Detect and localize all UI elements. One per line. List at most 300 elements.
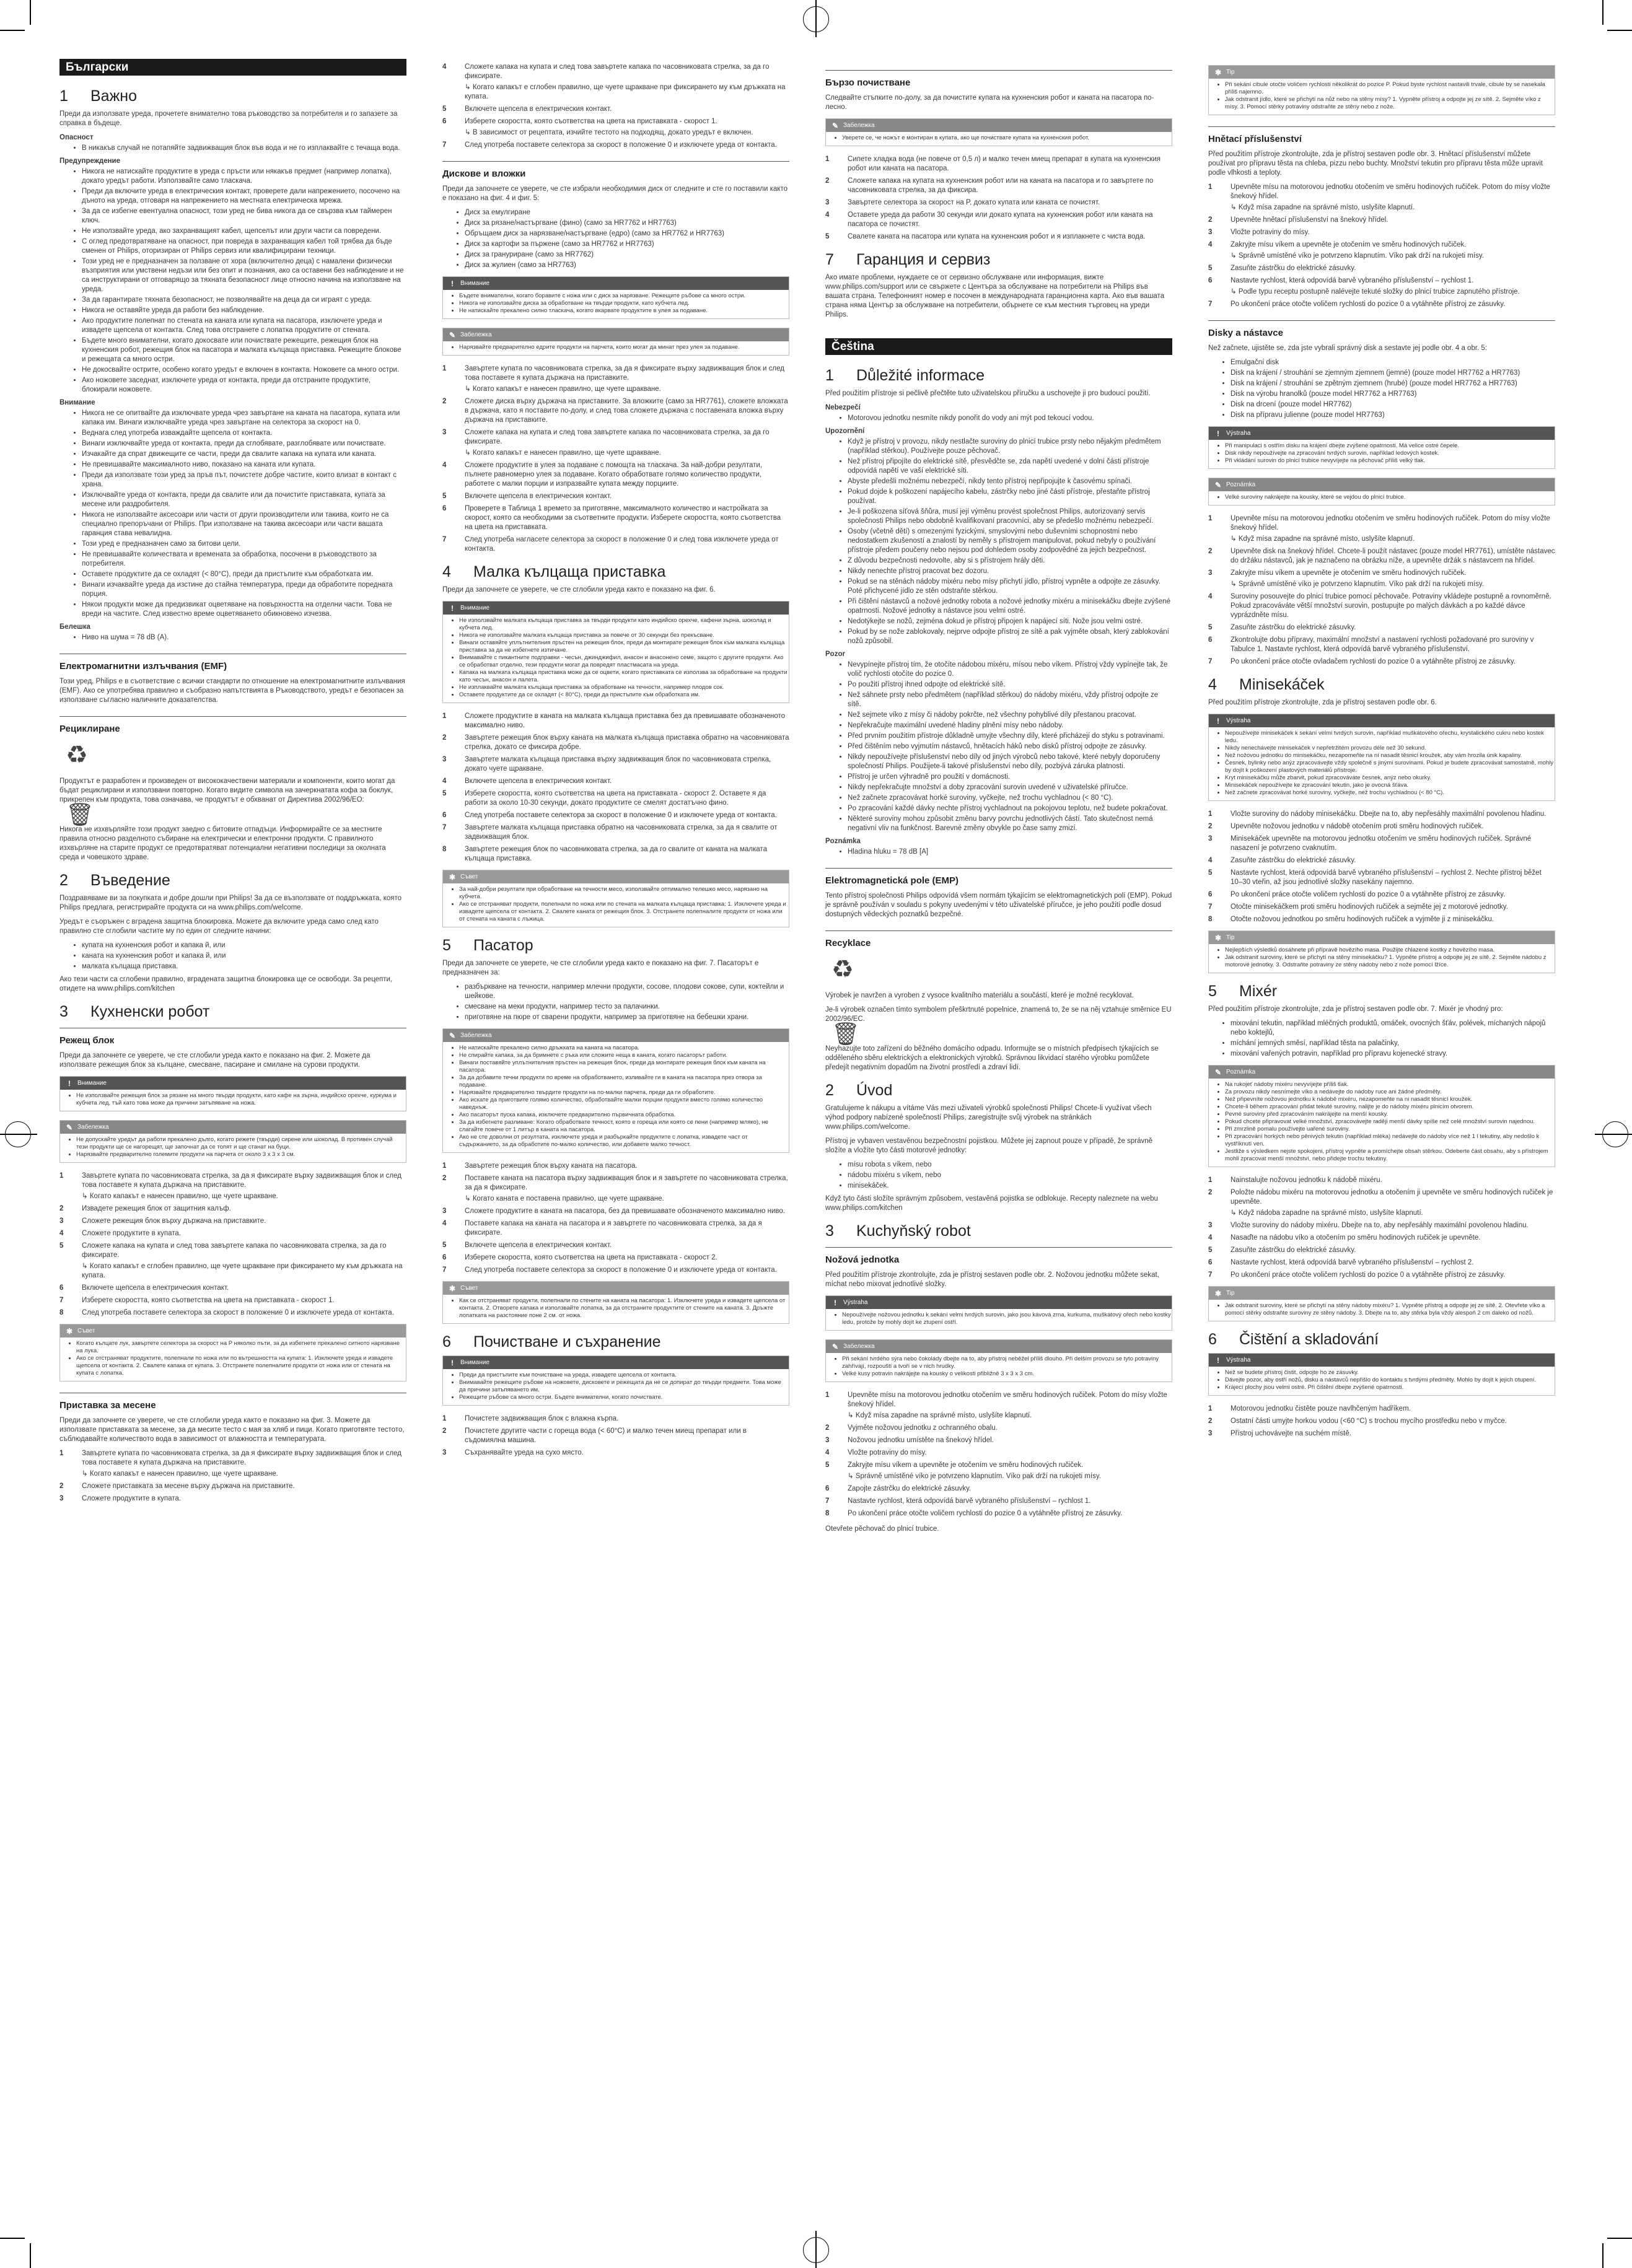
step-text: След употреба нагласете селектора за скорост в положение 0 и след това изключете уреда от контакта.: [465, 536, 779, 553]
subsection-heading: Recyklace: [825, 930, 1172, 948]
list-item: • Обръщаем диск за нарязване/настъргване (едро) (само за HR7762 и HR7763): [465, 229, 789, 239]
step-item: [825, 1391, 1172, 1409]
list-item: • Při zpracování horkých nebo pěnivých tekutin (například mléka) nedávejte do nádoby více než 1 l tekutiny, aby nedošlo k vystříknutí ven.: [1225, 1133, 1555, 1148]
step-text: Nastavte rychlost, která odpovídá barvě vybraného příslušenství – rychlost 1.: [848, 1497, 1091, 1505]
tip-box: ✱ Съвет • Как се отстраняват продукти, полепнали по стените на каната на пасатора: 1. Изключете уреда и извадете щепсела от контакта. 2. Отворете капака и използвайте лопатка, за да отстраните продуктите от стените на каната. 3. Дръжте лопатката на разстояние поне 2 см. от ножа.: [442, 1281, 789, 1324]
list-item: • Преди да използвате този уред за пръв път, почистете добре частите, които влизат в контакт с храна.: [82, 471, 406, 489]
step-number: 4: [442, 462, 447, 469]
step-item: [442, 1219, 789, 1238]
paragraph: Je-li výrobek označen tímto symbolem přeškrtnuté popelnice, znamená to, že se na něj vztahuje směrnice EU 2002/96/EC.: [825, 1006, 1172, 1023]
step-item: [442, 733, 789, 752]
paragraph: Следвайте стъпките по-долу, за да почистите купата на кухненския робот и каната на пасатора по-лесно.: [825, 94, 1154, 111]
step-number: 4: [1208, 1234, 1213, 1241]
list-item: • Osoby (včetně dětí) s omezenými fyzickými, smyslovými nebo duševními schopnostmi nebo nedostatkem zkušeností a znalostí by neměly s přístrojem manipulovat, pokud nebyly o používání přístroje předem poučeny nebo nejsou pod dohledem osoby zodpovědné za jejich bezpečnost.: [848, 527, 1172, 555]
step-text: Vyjměte nožovou jednotku z ochranného obalu.: [848, 1424, 998, 1432]
step-text: Nastavte rychlost, která odpovídá barvě vybraného příslušenství – rychlost 2.: [1231, 1259, 1474, 1266]
step-item: [442, 535, 789, 554]
list: [1208, 358, 1555, 420]
step-text: Завъртете купата по часовниковата стрелка, за да я фиксирате върху задвижващия блок и след това поставете я купата държача на приставките.: [82, 1172, 401, 1189]
step-number: 5: [1208, 265, 1213, 272]
step-item: [1208, 869, 1555, 887]
step-item: [1208, 890, 1555, 900]
warning-icon: !: [1217, 429, 1219, 438]
list-item: • Při sekání tvrdého sýra nebo čokolády dbejte na to, aby přístroj neběžel příliš dlouho. Při delším provozu se tyto potraviny zahřívají, rozpouští a tvoří se v nich hrudky.: [842, 1355, 1172, 1370]
crop-mark: [1602, 0, 1603, 25]
arrow-icon: ↳: [465, 84, 473, 91]
step-item: [1208, 183, 1555, 201]
step-item: [442, 1414, 789, 1424]
step-number: 1: [59, 1450, 64, 1457]
paragraph: Преди да започнете се уверете, че сте сглобили уреда както е показано на фиг. 7. Пасаторът е предназначен за:: [442, 960, 759, 976]
list-item: • Chcete-li během zpracování přidat tekuté suroviny, nalijte je do nádoby mixéru plnicím otvorem.: [1225, 1103, 1555, 1111]
step-item: [442, 845, 789, 864]
step-result: ↳ Когато капакът е нанесен правилно, ще чуете щракване.: [465, 449, 661, 457]
step-text: Почистете другите части с гореща вода (< 60°C) и малко течен миещ препарат или в съдомиялна машина.: [465, 1427, 747, 1444]
step-number: 3: [1208, 835, 1213, 843]
arrow-icon: ↳: [82, 1263, 90, 1270]
step-text: Nožovou jednotku umístěte na šnekový hřídel.: [848, 1437, 994, 1444]
list-item: • míchání jemných směsí, například těsta na palačinky,: [1231, 1039, 1555, 1048]
list-item: • Přístroj je určen výhradně pro použití v domácnosti.: [848, 773, 1172, 782]
step-number: 5: [825, 233, 830, 240]
tip-icon: ✱: [1214, 1289, 1222, 1298]
step-number: 5: [442, 790, 447, 797]
list: [1208, 1019, 1555, 1059]
step-number: 2: [1208, 1189, 1213, 1196]
step-number: 1: [59, 1172, 64, 1180]
step-text: Завъртете малката кълцаща приставка върху задвижващия блок по часовниковата стрелка, докато чуете щракване.: [465, 756, 771, 773]
list-item: • Бъдете много внимателни, когато докосвате или почиствате режещите, режещия блок на кухненския робот, режещия блок на пасатора и малката кълцаща приставка. Режещите блокове и режещата са много остри.: [82, 336, 406, 364]
step-item: [1208, 856, 1555, 865]
step-number: 5: [59, 1242, 64, 1250]
step-text: Завъртете селектора за скорост на P, докато купата или каната се почистят.: [848, 199, 1100, 206]
step-number: 3: [1208, 1430, 1213, 1437]
warning-icon: !: [451, 1358, 454, 1367]
step-item: [1208, 903, 1555, 912]
list-item: • Нарязвайте предварително едрите продукти на парчета, които могат да минат през улея за подаване.: [459, 344, 789, 351]
caution-box: ! Výstraha • Při manipulaci s ostřím disku na krájení dbejte zvýšené opatrnosti. Má velice ostré čepele. • Disk nikdy nepoužívejte na zpracování tvrdých surovin, například ledových kostek. • Při vkládání surovin do plnicí trubice nevyvíjejte na pěchovač příliš velký tlak.: [1208, 426, 1555, 469]
paragraph: Никога не изхвърляйте този продукт заедно с битовите отпадъци. Информирайте се за местните правила относно разделното събиране на електрически и електронни продукти. С правилното изхвърляне на старите продукт се предотвратяват потенциални негативни последици за околната среда и човешкото здраве.: [59, 826, 386, 861]
note-icon: ✎: [66, 1123, 73, 1132]
step-number: 8: [1208, 916, 1213, 923]
list-item: • Диск за картофи за пържене (само за HR7762 и HR7763): [465, 240, 789, 249]
tip-box: ✱ Съвет • За най-добри резултати при обработване на течности месо, използвайте оптимално телешко месо, нарязано на кубчета. • Ако се отстраняват продукти, полепнали по ножа или по стената на малката кълцаща приставка: 1. Изключете уреда и извадете щепсела от контакта. 2. Свалете каната от режещия блок. 3. Отстранете полепналите продукти от ножа или от стената на каната с лъжица.: [442, 870, 789, 927]
section-heading: 1 Důležité informace: [825, 367, 985, 384]
step-text: Po ukončení práce otočte voličem rychlosti do pozice 0 a vytáhněte přístroj ze zásuvky.: [1231, 300, 1506, 308]
step-item: [59, 1217, 406, 1226]
step-text: Изберете скоростта, която съответства на цвета на приставката - скорост 1.: [465, 118, 717, 125]
steps-list: [825, 1391, 1172, 1518]
step-text: Сипете хладка вода (не повече от 0,5 л) и малко течен миещ препарат в купата на кухненския робот или каната на пасатора.: [848, 155, 1160, 172]
step-number: 2: [442, 398, 447, 405]
step-item: [1208, 1176, 1555, 1185]
step-text: Почистете задвижващия блок с влажна кърпа.: [465, 1415, 619, 1422]
step-result: ↳ Когато каната е поставена правилно, ще чуете щракване.: [465, 1195, 664, 1202]
subsection-heading: Бързо почистване: [825, 70, 1172, 87]
list-item: • Některé suroviny mohou způsobit změnu barvy povrchu jednotlivých částí. Tato skutečnost nemá negativní vliv na funkčnost. Barevné změny obvykle po čase samy zmizí.: [848, 815, 1172, 833]
step-text: След употреба поставете селектора за скорост в положение 0 и изключете уреда от контакта.: [465, 1266, 777, 1274]
crossed-bin-icon: 🗑: [831, 1021, 860, 1046]
list-item: • приготвяне на пюре от сварени продукти, например за приготвяне на бебешки храни.: [465, 1013, 789, 1022]
step-text: Сложете продуктите в улея за подаване с помощта на тласкача. За най-добри резултати, пълнете равномерно улея за подаване. Когато обработвате голямо количество продукти, работете с малки порции и изпразвайте купата между порциите.: [465, 462, 763, 488]
step-result: ↳ Podle typu receptu postupně nalévejte tekuté složky do plnicí trubice zapnutého přístroje.: [1231, 288, 1520, 296]
step-text: Nastavte rychlost, která odpovídá barvě vybraného příslušenství – rychlost 2. Nechte přístroj běžet 10–30 vteřin, až jsou jednotlivé složky nasekány najemno.: [1231, 869, 1542, 886]
step-number: 2: [59, 1482, 64, 1490]
step-text: След употреба поставете селектора за скорост в положение 0 и изключете уреда от контакта.: [465, 141, 777, 149]
step-number: 1: [825, 155, 830, 163]
tip-box: ✱ Съвет • Когато кълцате лук, завъртете селектора за скорост на P няколко пъти, за да избегнете прекалено ситното нарязване на лука. • Ако се отстраняват продуктите, полепнали по ножа или по вътрешността на купата: 1. Изключете уреда и извадете щепсела от контакта. 2. Свалете капака от купата. 3. Отстранете полепналите продукти от ножа или от стената на купата с лопатка.: [59, 1324, 406, 1381]
step-text: Po ukončení práce otočte voličem rychlosti do pozice 0 a vytáhněte přístroj ze zásuvky.: [1231, 891, 1506, 898]
step-item: [442, 755, 789, 774]
step-text: Сложете капака на купата и след това завъртете капака по часовниковата стрелка, за да го фиксирате.: [465, 429, 770, 445]
step-number: 3: [442, 1207, 447, 1215]
list-item: • Než sáhnete prsty nebo předmětem (například stěrkou) do nádoby mixéru, vždy přístroj odpojte ze sítě.: [848, 691, 1172, 709]
list-item: • Ако искате да приготвите голямо количество, обработвайте малки порции продукти вместо голямо количество наведнъж.: [459, 1097, 789, 1111]
step-item: [1208, 1258, 1555, 1268]
list: [442, 208, 789, 270]
step-number: 4: [825, 1449, 830, 1456]
list: [59, 167, 406, 395]
step-item: [1208, 228, 1555, 237]
list-item: • Disk na krájení / strouhání se zpětným zjemnem (hrubé) (pouze model HR7762 a HR7763): [1231, 379, 1555, 388]
list-item: • Dávejte pozor, aby ostří nožů, disku a nástavců nepřišlo do kontaktu s tvrdými předměty. Mohlo by dojít k jejich otupení.: [1225, 1377, 1555, 1384]
list-item: • Nikdy nepoužívejte příslušenství nebo díly od jiných výrobců nebo takové, které nebyly doporučeny společností Philips. Použijete-li takové příslušenství nebo díly, pozbývá záruka platnosti.: [848, 753, 1172, 771]
list-item: • Z důvodu bezpečnosti nedovolte, aby si s přístrojem hrály děti.: [848, 556, 1172, 566]
list-item: • Никога не оставяйте уреда да работи без наблюдение.: [82, 306, 406, 315]
list-item: • Как се отстраняват продукти, полепнали по стените на каната на пасатора: 1. Изключете уреда и извадете щепсела от контакта. 2. Отворете капака и използвайте лопатка, за да отстраните продуктите от стените на каната. 3. Дръжте лопатката на разстояние поне 2 см. от ножа.: [459, 1297, 789, 1320]
list-item: • Диск за рязане/настъргване (фино) (само за HR7762 и HR7763): [465, 219, 789, 228]
list-item: • Než začnete zpracovávat horké suroviny, vyčkejte, než trochu vychladnou (< 80 °C).: [848, 794, 1172, 803]
step-item: [1208, 1246, 1555, 1255]
step-number: 2: [1208, 216, 1213, 224]
step-result: ↳ Когато капакът е сглобен правилно, ще чуете щракване при фиксирането му към дръжката на купата.: [82, 1263, 403, 1279]
step-number: 5: [442, 105, 447, 113]
step-result: ↳ Správně umístěné víko je potvrzeno klapnutím. Víko pak drží na rukojeti mísy.: [1231, 252, 1484, 260]
paragraph: Než začnete, ujistěte se, zda jste vybrali správný disk a sestavte jej podle obr. 4 a obr. 5:: [1208, 344, 1488, 352]
section-heading: 7 Гаранция и сервиз: [825, 251, 991, 268]
note-icon: ✎: [1214, 1067, 1222, 1077]
step-number: 7: [825, 1497, 830, 1505]
step-number: 8: [59, 1309, 64, 1316]
step-item: [825, 211, 1172, 229]
list-item: • Kryt minisekáčku může zbarvit, pokud zpracováváte česnek, anýz nebo okurky.: [1225, 774, 1555, 782]
list-item: • Jak odstranit jídlo, které se přichytí na nůž nebo na stěny mísy? 1. Vypněte přístroj a odpojte jej ze sítě. 2. Sejměte víko z mísy. 3. Pomocí stěrky potraviny odstraňte ze stěny nebo z nože.: [1225, 96, 1555, 111]
step-number: 6: [1208, 277, 1213, 284]
paragraph: Výrobek je navržen a vyroben z vysoce kvalitního materiálu a součástí, které je možné recyklovat.: [825, 992, 1134, 999]
step-text: Otočte nožovou jednotkou po směru hodinových ručiček a vyjměte ji z minisekáčku.: [1231, 916, 1494, 923]
list-item: • Nejlepších výsledků dosáhnete při přípravě hovězího masa. Použijte chlazené kostky z hovězího masa.: [1225, 947, 1555, 954]
section-heading: 2 Úvod: [825, 1082, 893, 1099]
step-number: 7: [1208, 300, 1213, 308]
step-number: 5: [1208, 869, 1213, 877]
list-item: • Krájecí plochy jsou velmi ostré. Při čištění dbejte zvýšené opatrnosti.: [1225, 1384, 1555, 1391]
step-text: Přístroj uchovávejte na suchém místě.: [1231, 1430, 1351, 1437]
crop-mark: [0, 1134, 37, 1135]
paragraph: Před použitím přístroje zkontrolujte, zda je přístroj sestaven podle obr. 2. Nožovou jednotku můžete sekat, míchat nebo mixovat jednotlivé složky.: [825, 1271, 1159, 1288]
caution-box: ! Výstraha • Nepoužívejte nožovou jednotku k sekání velmi tvrdých surovin, jako jsou kávová zrna, kurkuma, muškátový ořech nebo kostky ledu, protože by mohly dojít ke ztupení ostří.: [825, 1295, 1172, 1331]
list: [59, 144, 406, 153]
paragraph: Tento přístroj společnosti Philips odpovídá všem normám týkajícím se elektromagnetických polí (EMP). Pokud je správně používán v souladu s pokyny uvedenými v této uživatelské příručce, je jeho použití podle dosud dostupných vědeckých poznatků bezpečné.: [825, 892, 1172, 918]
subsection-heading: Приставка за месене: [59, 1393, 406, 1410]
list-item: • смесване на меки продукти, например тесто за палачинки.: [465, 1002, 789, 1012]
paragraph: Před použitím přístroje zkontrolujte, zda je přístroj sestaven podle obr. 7. Mixér je vhodný pro:: [1208, 1005, 1503, 1013]
steps-list: [442, 712, 789, 864]
arrow-icon: ↳: [1231, 288, 1239, 296]
step-number: 1: [825, 1391, 830, 1399]
crop-mark: [0, 2238, 25, 2239]
step-text: Сложете капака на купата и след това завъртете капака по часовниковата стрелка, за да го фиксирате.: [82, 1242, 387, 1259]
step-number: 4: [1208, 593, 1213, 600]
list-item: • Před čištěním nebo vyjmutím nástavců, hnětacích háků nebo disků přístroj odpojte ze zásuvky.: [848, 742, 1172, 751]
list-item: • Na rukojeť nádoby mixéru nevyvíjejte příliš tlak.: [1225, 1081, 1555, 1088]
list-item: • Никога не се опитвайте да изключвате уреда чрез завъртане на каната на пасатора, купата или капака им. Винаги изключвайте уреда чрез завъртане на селектора за скорост на 0.: [82, 409, 406, 427]
language-header: Български: [59, 59, 406, 76]
step-item: [1208, 1271, 1555, 1280]
step-text: Завъртете режещия блок върху каната на малката кълцаща приставка обратно на часовниковата стрелка, докато се фиксира добре.: [465, 734, 789, 751]
step-result: ↳ Когато капакът е сглобен правилно, ще чуете щракване при фиксирането му към дръжката на купата.: [465, 84, 786, 100]
warning-icon: !: [451, 279, 454, 288]
step-item: [825, 1509, 1172, 1518]
list-item: • Abyste předešli možnému nebezpečí, nikdy tento přístroj nepřipojujte k časovému spínači.: [848, 477, 1172, 486]
list-item: • Никога не използвайте малката кълцаща приставка за повече от 30 секунди без прекъсване.: [459, 632, 789, 639]
step-item: [1208, 592, 1555, 620]
note-icon: ✎: [831, 1342, 839, 1351]
step-text: Съхранявайте уреда на сухо място.: [465, 1449, 584, 1456]
paragraph: Уредът е съоръжен с вградена защитна блокировка. Можете да включите уреда само след като правилно сте сглобили частите му по един от следните начини:: [59, 918, 379, 935]
step-text: Zkontrolujte dobu přípravy, maximální množství a nastavení rychlosti požadované pro suroviny v Tabulce 1. Nastavte rychlost, která odpovídá barvě vybraného příslušenství.: [1231, 636, 1534, 653]
step-text: Po ukončení práce otočte voličem rychlosti do pozice 0 a vytáhněte přístroj ze zásuvky.: [848, 1510, 1123, 1517]
step-number: 2: [1208, 823, 1213, 830]
crop-mark: [1607, 2238, 1632, 2239]
list-item: • Този уред е предназначен само за битови цели.: [82, 540, 406, 549]
list-item: • купата на кухненския робот и капака й, или: [82, 941, 406, 950]
step-text: Сложете продуктите в каната на пасатора, без да превишавате обозначеното максимално ниво.: [465, 1207, 785, 1215]
step-result: ↳ В зависимост от рецептата, изчийте тестото на подходящ, докато уредът е включен.: [465, 129, 753, 136]
paragraph: Před použitím přístroje zkontrolujte, zda je přístroj sestaven podle obr. 6.: [1208, 699, 1437, 706]
list-item: • Pokud se na stěnách nádoby mixéru nebo mísy přichytí jídlo, přístroj vypněte a odpojte ze zásuvky. Poté přichycené jídlo ze stěn odstraňte stěrkou.: [848, 577, 1172, 596]
section-heading: 4 Minisekáček: [1208, 676, 1325, 693]
step-text: Upevněte mísu na motorovou jednotku otočením ve směru hodinových ručiček. Potom do mísy vložte šnekový hřídel.: [1231, 515, 1550, 532]
section-heading: 2 Въведение: [59, 872, 170, 889]
list: [825, 847, 1172, 857]
list-item: • Ниво на шума = 78 dB (A).: [82, 633, 406, 642]
list-item: • Не превишавайте максималното ниво, показано на каната или купата.: [82, 460, 406, 470]
step-number: 7: [442, 1266, 447, 1274]
step-number: 5: [442, 493, 447, 500]
step-number: 2: [1208, 1417, 1213, 1425]
crop-mark: [30, 2243, 31, 2268]
step-text: Vložte potraviny do mísy.: [848, 1449, 927, 1456]
language-header: Čeština: [825, 338, 1172, 355]
list-item: • Než přístroj připojíte do elektrické sítě, přesvědčte se, zda napětí uvedené v dolní části přístroje odpovídá napětí ve vaší elektrické síti.: [848, 457, 1172, 476]
list-item: • mixování tekutin, například mléčných produktů, omáček, ovocných šťáv, polévek, míchaných nápojů nebo koktejlů,: [1231, 1019, 1555, 1038]
list-item: • малката кълцаща приставка.: [82, 962, 406, 971]
list-item: • Hladina hluku = 78 dB [A]: [848, 847, 1172, 857]
step-text: Включете щепсела в електрическия контакт.: [82, 1284, 229, 1292]
section-heading: 5 Пасатор: [442, 937, 533, 954]
paragraph: Преди да започнете се уверете, че сте сглобили уреда както е показано на фиг. 3. Можете да използвате приставката за месене, за да месите тесто с мая за хляб и пици. Когато приготвяте тестото, съблюдавайте количеството вода в зависимост от влажността и температурата.: [59, 1417, 405, 1443]
step-text: Завъртете малката кълцаща приставка обратно на часовниковата стрелка, за да я свалите от задвижващия блок.: [465, 824, 778, 841]
paragraph: Този уред, Philips е в съответствие с всички стандарти по отношение на електромагнитните излъчвания (EMF). Ако се употребява правилно и съобразно напътствията в Ръководството, уредът е безопасен за използване съгласно наличните доказателства.: [59, 678, 405, 704]
section-heading: 3 Кухненски робот: [59, 1003, 210, 1020]
step-number: 2: [442, 1175, 447, 1182]
step-number: 3: [1208, 1222, 1213, 1229]
column-1: [59, 59, 406, 1510]
step-text: Vložte potraviny do mísy.: [1231, 229, 1310, 236]
steps-list: [442, 1162, 789, 1275]
list-item: • Не използвайте малката кълцаща приставка за твърди продукти като индийско орехче, кафени зърна, шоколад и кубчета лед.: [459, 617, 789, 632]
tip-icon: ✱: [449, 872, 456, 882]
step-number: 6: [442, 812, 447, 819]
step-number: 8: [825, 1510, 830, 1517]
step-item: [442, 777, 789, 786]
section-heading: 4 Малка кълцаща приставка: [442, 563, 666, 580]
arrow-icon: ↳: [82, 1193, 90, 1200]
step-number: 5: [442, 1241, 447, 1249]
step-number: 2: [825, 1424, 830, 1432]
subsection-heading: Nožová jednotka: [825, 1247, 1172, 1264]
list-item: • Винаги изчаквайте уреда да изстине до стайна температура, преди да обработите поредната порция.: [82, 580, 406, 599]
step-number: 3: [59, 1217, 64, 1225]
step-item: [59, 1284, 406, 1293]
step-number: 4: [442, 1220, 447, 1227]
subsection-heading: Дискове и вложки: [442, 161, 789, 178]
step-number: 3: [59, 1495, 64, 1502]
section-heading: 1 Важно: [59, 87, 138, 105]
list-item: • Винаги изключвайте уреда от контакта, преди да сглобявате, разглобявате или почиствате.: [82, 439, 406, 449]
step-text: Сложете капака на купата на кухненския робот или на каната на пасатора и го завъртете по часовниковата стрелка, за да фиксира.: [848, 177, 1154, 194]
list-item: • Za provozu nikdy nesnímejte víko a nedávejte do nádoby ruce ani žádné předměty.: [1225, 1088, 1555, 1096]
list-item: • Ако се отстраняват продукти, полепнали по ножа или по стената на малката кълцаща приставка: 1. Изключете уреда и извадете щепсела от контакта. 2. Свалете каната от режещия блок. 3. Отстранете полепналите продукти от ножа или от стената на каната с лъжица.: [459, 901, 789, 923]
list-item: • Disk na přípravu julienne (pouze model HR7763): [1231, 411, 1555, 420]
warning-icon: !: [1217, 716, 1219, 725]
arrow-icon: ↳: [465, 1195, 473, 1202]
list-item: • Винаги оставяйте уплътнителния пръстен на режещия блок, преди да монтирате режещия блок към малката кълцаща приставка за да не избегнете изтичане.: [459, 639, 789, 654]
list: [825, 660, 1172, 833]
step-text: Po ukončení práce otočte ovladačem rychlosti do pozice 0 a vytáhněte přístroj ze zásuvky.: [1231, 658, 1516, 665]
step-text: Vložte suroviny do nádoby mixéru. Dbejte na to, aby nepřesáhly maximální povolenou hladinu.: [1231, 1222, 1529, 1229]
subsection-heading: Рециклиране: [59, 716, 406, 733]
step-number: 4: [442, 63, 447, 71]
step-text: Suroviny posouvejte do plnicí trubice pomocí pěchovače. Potraviny vkládejte postupně a rovnoměrně. Pokud zpracováváte větší množství surovin, postupujte po malých dávkách a po každé dávce vyprázdněte mísu.: [1231, 593, 1551, 619]
step-text: Поставете каната на пасатора върху задвижващия блок и я завъртете по часовниковата стрелка, за да я фиксирате.: [465, 1175, 788, 1191]
arrow-icon: ↳: [848, 1412, 856, 1419]
step-number: 6: [1208, 636, 1213, 644]
steps-list: [1208, 514, 1555, 667]
tip-icon: ✱: [449, 1284, 456, 1293]
step-item: [1208, 547, 1555, 566]
list-item: • Никога не използвайте аксесоари или части от други производители или такива, които не са специално препоръчани от Philips. При използване на такива аксесоари или части вашата гаранция става невалидна.: [82, 510, 406, 538]
crossed-bin-icon: 🗑: [66, 802, 94, 827]
list-item: • Оставете продуктите да се охладят (< 80°C), преди да пристъпите към обработката им.: [459, 691, 789, 699]
step-item: [825, 232, 1172, 242]
step-text: Изберете скоростта, която съответства на цвета на приставката - скорост 1.: [82, 1297, 335, 1304]
list-item: • Преди да пристъпите към почистване на уреда, извадете щепсела от контакта.: [459, 1372, 789, 1379]
step-number: 7: [1208, 903, 1213, 911]
step-number: 7: [1208, 658, 1213, 665]
list-item: • Капака на малката кълцаща приставка може да се оцвети, когато приставката се използва за обработване на продукти като чесън, анасон и лалета.: [459, 669, 789, 684]
paragraph: Преди да започнете се уверете, че сте сглобили уреда както е показано на фиг. 6.: [442, 586, 716, 593]
list-item: • Při sekání cibule otočte voličem rychlosti několikrát do pozice P. Pokud byste rychlost nastavili trvale, cibule by se nasekala příliš najemno.: [1225, 81, 1555, 96]
paragraph: Přístroj je vybaven vestavěnou bezpečnostní pojistkou. Můžete jej zapnout pouze v případě, že správně složíte a vložíte tyto části motorové jednotky:: [825, 1137, 1153, 1154]
step-result: ↳ Когато капакът е нанесен правилно, ще чуете щракване.: [82, 1470, 278, 1478]
step-item: [59, 1171, 406, 1190]
step-item: [1208, 834, 1555, 853]
step-number: 6: [442, 1254, 447, 1261]
step-item: [1208, 514, 1555, 533]
list-item: • Když je přístroj v provozu, nikdy nestlačte suroviny do plnicí trubice prsty nebo nějakým předmětem (například stěrkou). Používejte pouze pěchovač.: [848, 437, 1172, 456]
step-text: Otočte minisekáčkem proti směru hodinových ručiček a sejměte jej z motorové jednotky.: [1231, 903, 1508, 911]
arrow-icon: ↳: [1231, 252, 1239, 260]
step-number: 2: [1208, 548, 1213, 555]
crop-mark: [0, 30, 25, 31]
step-text: Сложете режещия блок върху държача на приставките.: [82, 1217, 266, 1225]
step-text: Minisekáček upevněte na motorovou jednotku otočením ve směru hodinových ručiček. Správné nasazení je potvrzeno cvaknutím.: [1231, 835, 1532, 852]
step-text: Motorovou jednotku čistěte pouze navlhčeným hadříkem.: [1231, 1405, 1411, 1412]
list-item: • разбъркване на течности, например млечни продукти, сосове, плодови сокове, супи, коктейли и шейкове.: [465, 983, 789, 1001]
step-text: Nasaďte na nádobu víko a otočením po směru hodinových ručiček je upevněte.: [1231, 1234, 1481, 1241]
paragraph: Преди да започнете се уверете, че сте избрали необходимия диск от следните и сте го поставили както е показано на фиг. 4 и фиг. 5:: [442, 185, 787, 202]
step-text: Zapojte zástrčku do elektrické zásuvky.: [848, 1485, 972, 1492]
paragraph: Před použitím přístroje zkontrolujte, zda je přístroj sestaven podle obr. 3. Hnětací příslušenství můžete používat pro přípravu těsta na chleba, pizzu nebo buchty. Množství tekutin pro přípravu těsta může upravit podle vlhkosti a teploty.: [1208, 151, 1543, 177]
list-item: • Никога не натискайте продуктите в уреда с пръсти или някакъв предмет (например лопатка), докато уредът работи. Използвайте само тласкача.: [82, 167, 406, 186]
list-item: • Nikdy nepřekračujte množství a doby zpracování surovin uvedené v uživatelské příručce.: [848, 783, 1172, 792]
step-text: Upevněte nožovou jednotku v nádobě otočením proti směru hodinových ručiček.: [1231, 823, 1484, 830]
list-item: • За най-добри резултати при обработване на течности месо, използвайте оптимално телешко месо, нарязано на кубчета.: [459, 886, 789, 901]
column-2: [442, 59, 789, 1464]
list-item: • За да гарантирате тяхната безопасност, не позволявайте на деца да си играят с уреда.: [82, 296, 406, 305]
step-text: Включете щепсела в електрическия контакт.: [465, 493, 612, 500]
list-item: • За да се избегне евентуална опасност, този уред не бива никога да се свързва към таймерен ключ.: [82, 207, 406, 225]
step-result: ↳ Když mísa zapadne na správné místo, uslyšíte klapnutí.: [1231, 204, 1415, 211]
step-item: [59, 1241, 406, 1260]
list-item: • Disk na drcení (pouze model HR7762): [1231, 400, 1555, 409]
list-item: • Бъдете внимателни, когато боравите с ножа или с диск за нарязване. Режещите ръбове са много остри.: [459, 292, 789, 300]
label: Poznámka: [825, 838, 861, 845]
list-item: • Внимавайте с пикантните подправки - чесън, джинджифил, анасон и анасонено семе, защото с другите продукти. Ако се обработват отделно, тези продукти могат да повредят пластмасата на уреда.: [459, 654, 789, 669]
step-item: [442, 1427, 789, 1445]
step-result: ↳ Když nádoba zapadne na správné místo, uslyšíte klapnutí.: [1231, 1209, 1423, 1217]
list-item: • Pokud dojde k poškození napájecího kabelu, zástrčky nebo jiné části přístroje, přestaňte přístroj používat.: [848, 488, 1172, 506]
tip-icon: ✱: [66, 1326, 73, 1336]
list-item: • mísu robota s víkem, nebo: [848, 1160, 1172, 1170]
list-item: • Ако пасаторът пуска капака, изключете предварително първичната обработка.: [459, 1111, 789, 1119]
step-text: Ostatní části umyjte horkou vodou (<60 °C) s trochou mycího prostředku nebo v myčce.: [1231, 1417, 1507, 1425]
step-item: [59, 1204, 406, 1214]
list-item: • Не изплаквайте малката кълцаща приставка за обработване на течности, например плодов сок.: [459, 684, 789, 691]
list-item: • Внимавайте режещите ръбове на ножовете, дисковете и режещата да не се допират до твърди предмети. Това може да причини затъпяването им.: [459, 1379, 789, 1394]
section-heading: 6 Čištění a skladování: [1208, 1331, 1379, 1348]
step-text: Изберете скоростта, която съответства на цвета на приставката - скорост 2. Оставете я да работи за около 10-30 секунди, докато продуктите се смелят достатъчно фино.: [465, 790, 766, 807]
steps-list: [1208, 1176, 1555, 1280]
list-item: • Při vkládání surovin do plnicí trubice nevyvíjejte na pěchovač příliš velký tlak.: [1225, 457, 1555, 465]
list-item: • Нарязвайте предварително големите продукти на парчета от около 3 x 3 x 3 см.: [76, 1151, 406, 1158]
list-item: • Česnek, bylinky nebo anýz zpracovávejte vždy společně s jinými surovinami. Pokud je budete zpracovávat samostatně, mohly by dojít k poškození plastových materiálů přístroje.: [1225, 760, 1555, 774]
list-item: • В никакъв случай не потапяйте задвижващия блок във вода и не го изплаквайте с течаща вода.: [82, 144, 406, 153]
caution-box: ! Внимание • Не използвайте режещия блок за рязане на много твърди продукти, като кафе на зърна, индийско орехче, куркума и кубчета лед, тъй като това може да причини затъпяване на ножа.: [59, 1076, 406, 1111]
step-item: [59, 1308, 406, 1318]
step-result: ↳ Когато капакът е нанесен правилно, ще чуете щракване.: [465, 385, 661, 393]
label: Белешка: [59, 623, 90, 631]
step-item: [59, 1494, 406, 1504]
label: Предупреждение: [59, 157, 120, 165]
subsection-heading: Elektromagnetická pole (EMP): [825, 868, 1172, 885]
step-item: [825, 1424, 1172, 1433]
list-item: • Не докосвайте острите, особено когато уредът е включен в контакта. Ножовете са много остри.: [82, 366, 406, 375]
step-item: [442, 811, 789, 820]
list-item: • Jestliže s výsledkem nejste spokojeni, přístroj vypněte a promíchejte obsah stěrkou. Odeberte část obsahu, aby s přístrojem mohli zpracovat menší množství, nebo přidejte trochu tekutiny.: [1225, 1148, 1555, 1163]
step-number: 6: [59, 1284, 64, 1292]
